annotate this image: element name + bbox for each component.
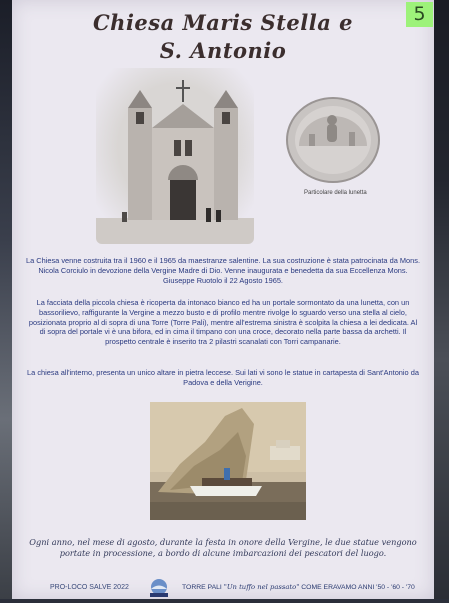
- background-right: [433, 0, 449, 599]
- lunette-caption: Particolare della lunetta: [304, 190, 367, 196]
- board-title-line2: S. Antonio: [159, 38, 287, 63]
- board-title-line1: Chiesa Maris Stella e: [92, 10, 354, 35]
- footer-proloco: PRO-LOCO SALVE 2022: [50, 584, 129, 591]
- footer-series-label: [182, 583, 415, 591]
- info-board: [12, 0, 434, 599]
- footer-location: TORRE PALI: [182, 584, 222, 591]
- board-number-badge: 5: [406, 2, 433, 27]
- paragraph-history: La Chiesa venne costruita tra il 1960 e il 1965 da maestranze salentine. La sua costruzione è stata patrocinata da Mons. Nicola Corciulo in devozione della Vergine Madre di Dio. Venne inaugurata e benedetta da sua Eccellenza Mons. Giuseppe Ruotolo il 22 Agosto 1965.: [26, 256, 420, 285]
- paragraph-interior: La chiesa all'interno, presenta un unico altare in pietra leccese. Sui lati vi sono le statue in cartapesta di Sant'Antonio da Padova e della Verigine.: [27, 368, 419, 387]
- procession-boat-photo: [150, 402, 306, 520]
- footer-procession-text: Ogni anno, nel mese di agosto, durante la festa in onore della Vergine, le due statue vengono portate in processione, a bordo di alcune imbarcazioni dei pescatori del luogo.: [29, 537, 417, 558]
- footer-quote: "Un tuffo nel passato": [223, 583, 300, 591]
- lunette-detail-photo: [285, 96, 381, 184]
- paragraph-facade: La facciata della piccola chiesa è ricoperta da intonaco bianco ed ha un portale sormontato da una lunetta, con un bassorilievo, raffigurante la Vergine a mezzo busto e di profilo mentre rivolge lo sguardo verso una stella al cielo, posizionata proprio al di sopra di una Torre (Torre Pali), mentre all'estrema sinistra è scolpita la chiesa a lei dedicata. Al di sopra del portale vi è una bifora, ed in cima il timpano con una croce, decorato nella parte bassa da archetti. Il prospetto centrale è inserito tra 2 pilastri scanalati con Torri campanarie.: [28, 298, 418, 347]
- proloco-logo-icon: [148, 578, 170, 598]
- footer-decades: COME ERAVAMO ANNI '50 - '60 - '70: [301, 584, 415, 591]
- church-photo: [96, 68, 254, 244]
